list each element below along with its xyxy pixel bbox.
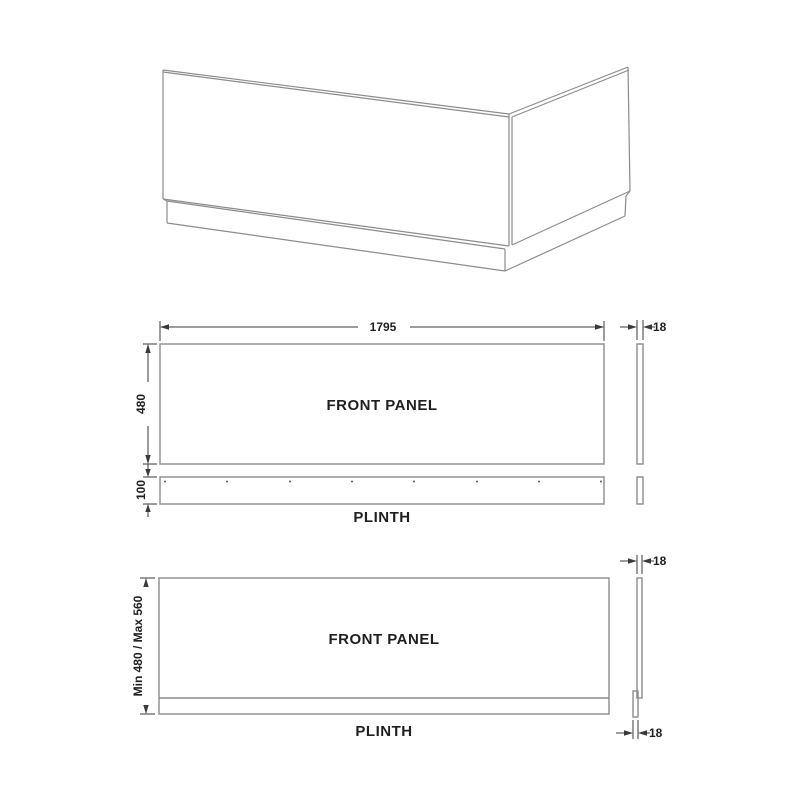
middle-elevation [134, 320, 667, 526]
panel-side-outline [637, 344, 643, 464]
arrowhead-up [145, 344, 150, 353]
plinth-thickness-dim-text: 18 [649, 726, 663, 740]
panel-thickness-side-view [620, 320, 667, 464]
iso-edge [163, 70, 509, 114]
arrowhead-right [628, 324, 637, 329]
arrowhead-left [643, 324, 652, 329]
iso-edge [505, 216, 625, 271]
iso-edge [167, 223, 505, 271]
iso-edge [163, 199, 509, 246]
height-dim-text: 480 [134, 393, 148, 415]
panel-side-outline [637, 578, 642, 698]
screw-dot [351, 481, 353, 483]
adjustable-height-dimension [131, 578, 155, 714]
arrowhead-up [143, 578, 148, 587]
arrowhead-right [624, 730, 633, 735]
height-dimension [134, 344, 157, 464]
screw-dot [164, 481, 166, 483]
plinth-label: PLINTH [355, 723, 413, 740]
arrowhead-left [642, 558, 651, 563]
plinth-elevation [160, 477, 643, 526]
thickness-dim-text: 18 [653, 320, 667, 334]
arrowhead-left [160, 324, 169, 329]
screw-dot [289, 481, 291, 483]
front-panel-label: FRONT PANEL [328, 631, 440, 648]
arrowhead-down [145, 455, 150, 464]
arrowhead-left [638, 730, 647, 735]
plinth-label: PLINTH [353, 509, 411, 526]
iso-corner-view [163, 67, 630, 271]
iso-edge [163, 72, 509, 117]
arrowhead-down [145, 469, 150, 477]
arrowhead-right [595, 324, 604, 329]
iso-edge [512, 70, 629, 117]
panel-thickness-dim-text: 18 [653, 554, 667, 568]
iso-edge [509, 67, 628, 114]
iso-edge [625, 196, 626, 216]
screw-dot [476, 481, 478, 483]
plinth-side-outline [637, 477, 643, 504]
arrowhead-right [628, 558, 637, 563]
width-dimension [160, 320, 604, 341]
width-dim-text: 1795 [369, 320, 397, 334]
iso-edge [167, 201, 505, 249]
plinth-height-dim-text: 100 [134, 479, 148, 501]
front-panel-label: FRONT PANEL [326, 397, 438, 414]
screw-dot [413, 481, 415, 483]
bottom-elevation [131, 554, 667, 740]
adjustable-height-dim-text: Min 480 / Max 560 [131, 595, 145, 697]
screw-dot [538, 481, 540, 483]
arrowhead-up [145, 504, 150, 512]
iso-edge [512, 191, 630, 245]
screw-dot [226, 481, 228, 483]
screw-dot [600, 481, 602, 483]
iso-edge [628, 67, 630, 191]
arrowhead-down [143, 705, 148, 714]
assembled-side-view [616, 554, 667, 740]
plinth-height-dimension [134, 464, 157, 517]
